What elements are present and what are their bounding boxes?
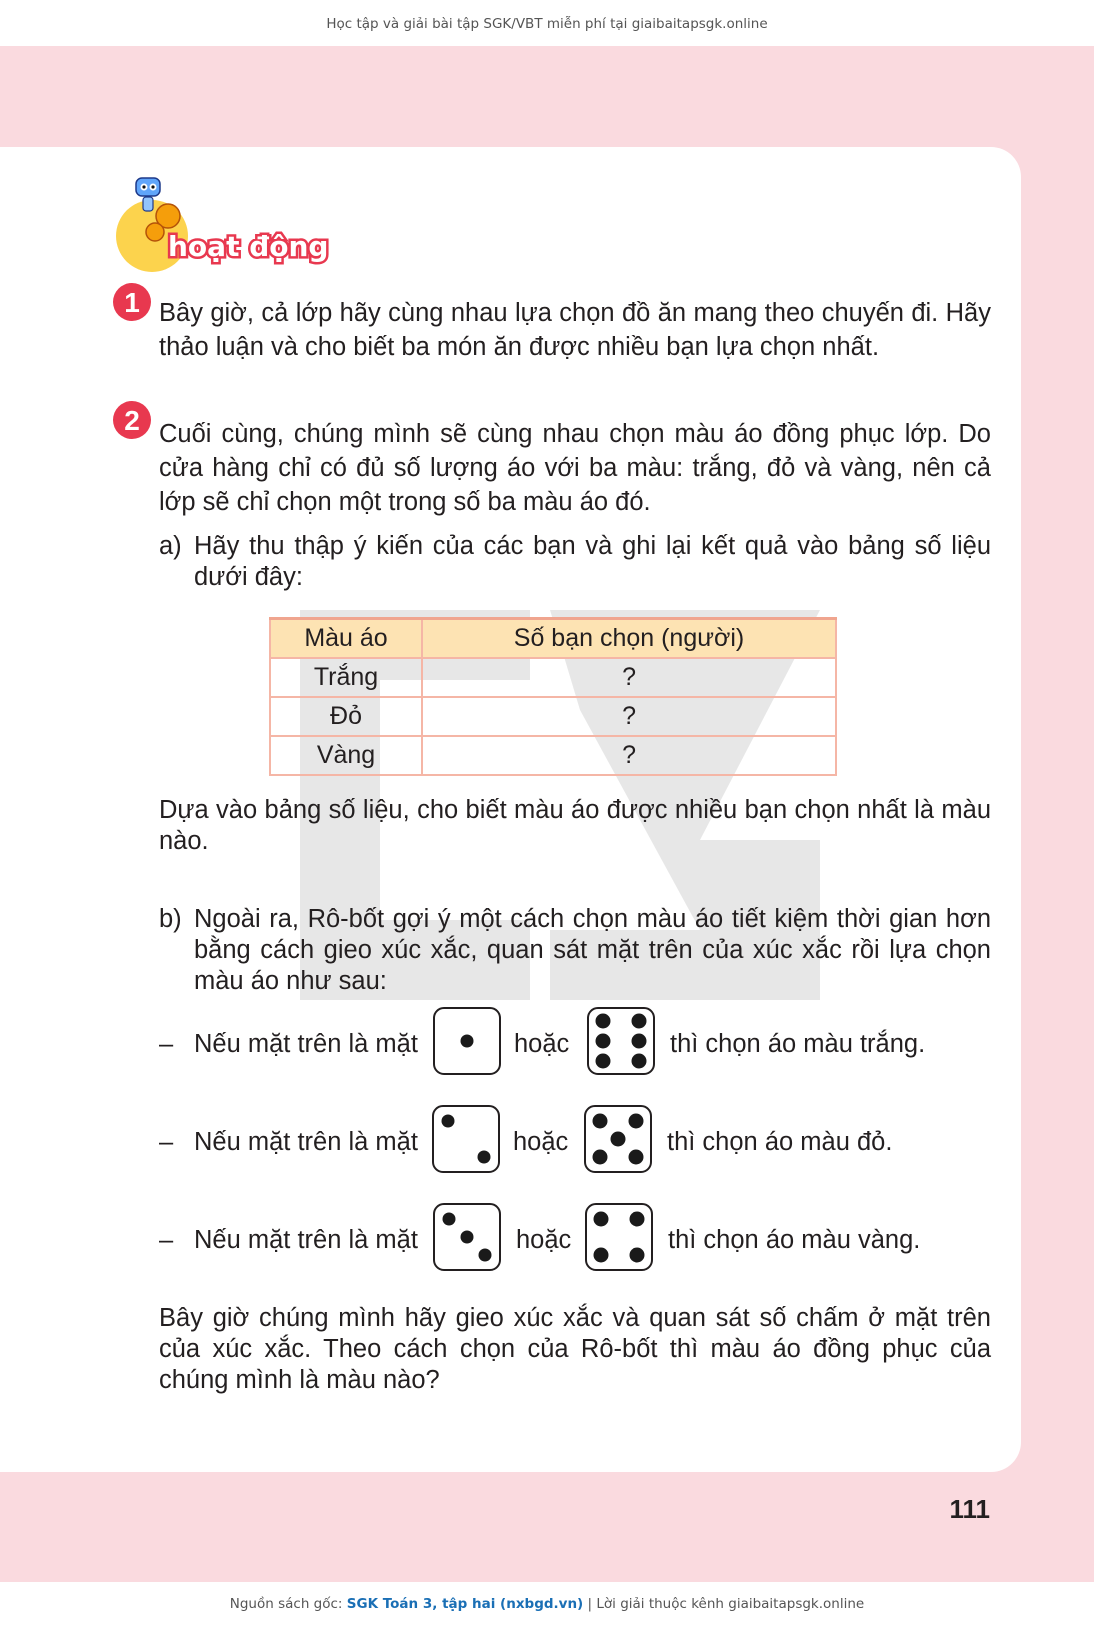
footer-source-link[interactable]: SGK Toán 3, tập hai (nxbgd.vn): [346, 1596, 584, 1612]
table-row: [270, 658, 836, 697]
table-row: [270, 736, 836, 775]
die-pip: [631, 1054, 646, 1069]
table-cell: Trắng: [270, 658, 422, 697]
part-b-tag: b): [159, 905, 182, 933]
die-pip: [596, 1054, 611, 1069]
die-pip: [596, 1013, 611, 1028]
die-pip: [593, 1114, 608, 1129]
die-face-6-icon: [587, 1007, 655, 1075]
die-pip: [629, 1212, 644, 1227]
die-pip: [442, 1115, 455, 1128]
die-face-3-icon: [433, 1203, 501, 1271]
table-cell: ?: [422, 658, 836, 697]
die-pip: [629, 1247, 644, 1262]
part-a: [159, 531, 991, 593]
rule-result: thì chọn áo màu đỏ.: [667, 1128, 893, 1156]
table-cell: ?: [422, 736, 836, 775]
part-a-tag: a): [159, 532, 182, 560]
rule-dash: –: [159, 1226, 174, 1254]
die-pip: [631, 1034, 646, 1049]
rule-lead: Nếu mặt trên là mặt: [194, 1030, 418, 1058]
hoat-dong-heading: [110, 172, 340, 282]
table-header-cell: Màu áo: [270, 619, 422, 659]
part-a-text: Hãy thu thập ý kiến của các bạn và ghi lại kết quả vào bảng số liệu dưới đây:: [194, 532, 991, 591]
die-face-4-icon: [585, 1203, 653, 1271]
question-1-badge: [112, 282, 152, 322]
question-2-text: Cuối cùng, chúng mình sẽ cùng nhau chọn màu áo đồng phục lớp. Do cửa hàng chỉ có đủ số lượng áo với ba màu: trắng, đỏ và vàng, nên cả lớp sẽ chỉ chọn một trong số ba màu áo đó.: [159, 420, 991, 516]
die-pip: [594, 1247, 609, 1262]
die-pip: [443, 1213, 456, 1226]
part-b: [159, 904, 991, 997]
after-table-text: Dựa vào bảng số liệu, cho biết màu áo được nhiều bạn chọn nhất là màu nào.: [159, 796, 991, 855]
die-face-5-icon: [584, 1105, 652, 1173]
die-face-2-icon: [432, 1105, 500, 1173]
svg-text:1: 1: [124, 287, 140, 318]
heading-text: hoạt động: [168, 230, 329, 263]
question-2-badge: [112, 400, 152, 440]
site-footer: [0, 1582, 1094, 1626]
die-pip: [593, 1149, 608, 1164]
part-b-text: Ngoài ra, Rô-bốt gợi ý một cách chọn màu áo tiết kiệm thời gian hơn bằng cách gieo xúc xắc, quan sát mặt trên của xúc xắc rồi lựa chọn màu áo như sau:: [194, 905, 991, 995]
table-header-cell: Số bạn chọn (người): [422, 619, 836, 659]
die-face-1-icon: [433, 1007, 501, 1075]
die-pip: [631, 1013, 646, 1028]
die-pip: [461, 1231, 474, 1244]
die-pip: [596, 1034, 611, 1049]
die-pip: [628, 1149, 643, 1164]
rule-lead: Nếu mặt trên là mặt: [194, 1226, 418, 1254]
footer-line: [230, 1596, 864, 1612]
svg-text:2: 2: [124, 405, 140, 436]
table-cell: Đỏ: [270, 697, 422, 736]
rule-or: hoặc: [516, 1226, 572, 1254]
die-pip: [611, 1132, 626, 1147]
rule-or: hoặc: [513, 1128, 569, 1156]
table-header-row: [270, 619, 836, 659]
footer-suffix: | Lời giải thuộc kênh giaibaitapsgk.online: [583, 1596, 865, 1612]
rule-or: hoặc: [514, 1030, 570, 1058]
table-cell: ?: [422, 697, 836, 736]
die-pip: [477, 1150, 490, 1163]
rule-dash: –: [159, 1128, 174, 1156]
die-pip: [461, 1035, 474, 1048]
final-question-text: Bây giờ chúng mình hãy gieo xúc xắc và quan sát số chấm ở mặt trên của xúc xắc. Theo cách chọn của Rô-bốt thì màu áo đồng phục của chúng mình là màu nào?: [159, 1304, 991, 1394]
color-vote-table: [269, 617, 837, 776]
footer-prefix: Nguồn sách gốc:: [229, 1596, 347, 1612]
table-cell: Vàng: [270, 736, 422, 775]
site-header: [0, 0, 1094, 46]
question-1-text: Bây giờ, cả lớp hãy cùng nhau lựa chọn đồ ăn mang theo chuyến đi. Hãy thảo luận và cho biết ba món ăn được nhiều bạn lựa chọn nhất.: [159, 299, 991, 361]
die-pip: [628, 1114, 643, 1129]
rule-result: thì chọn áo màu trắng.: [670, 1030, 926, 1058]
table-row: [270, 697, 836, 736]
page-number: 111: [949, 1494, 990, 1524]
die-pip: [478, 1248, 491, 1261]
rule-result: thì chọn áo màu vàng.: [668, 1226, 921, 1254]
die-pip: [594, 1212, 609, 1227]
rule-dash: –: [159, 1030, 174, 1058]
rule-lead: Nếu mặt trên là mặt: [194, 1128, 418, 1156]
site-header-text: Học tập và giải bài tập SGK/VBT miễn phí tại giaibaitapsgk.online: [326, 16, 768, 32]
